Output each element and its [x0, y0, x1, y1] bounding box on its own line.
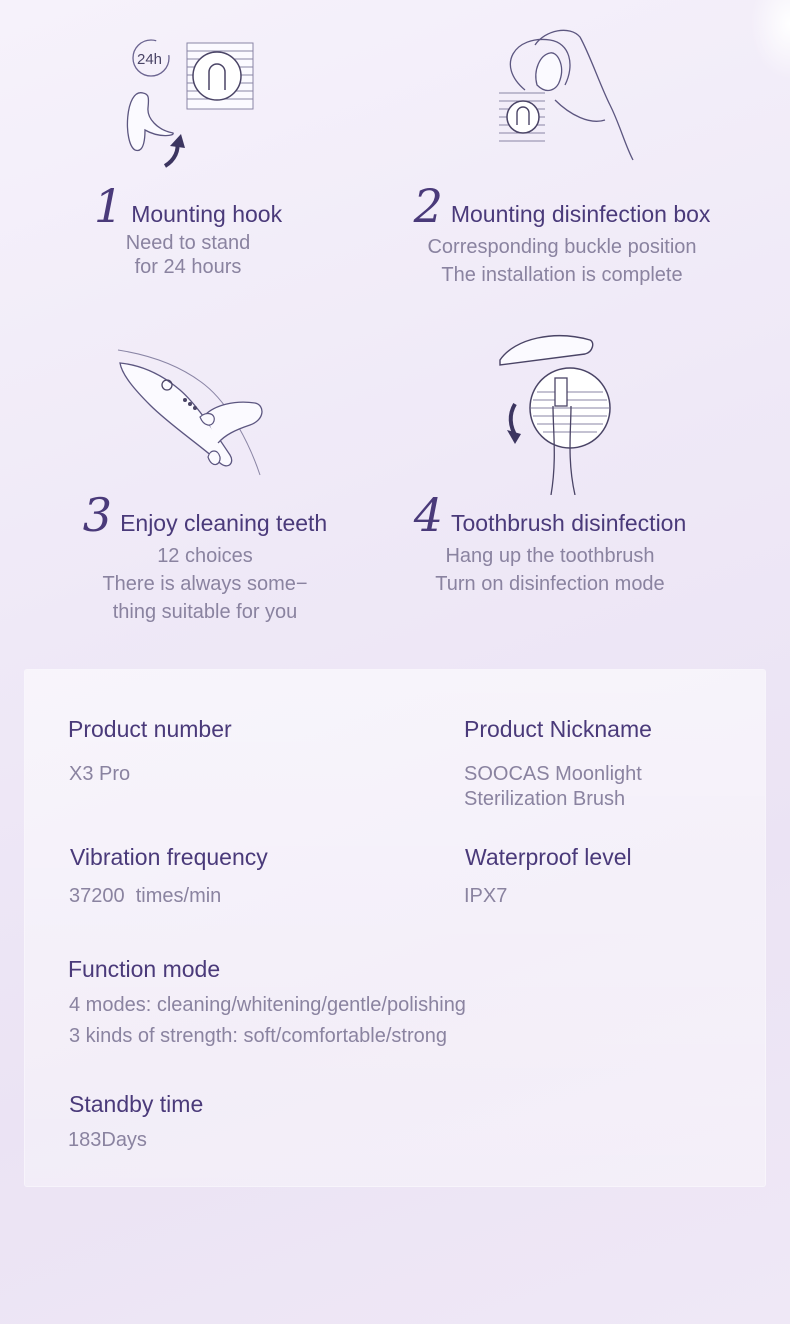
step-number: 1: [93, 179, 124, 233]
step-title: Mounting disinfection box: [450, 201, 711, 227]
step-number: 4: [413, 488, 443, 542]
function-mode-line: 4 modes: cleaning/whitening/gentle/polishing: [69, 994, 466, 1016]
step-3: [25, 488, 385, 626]
step-number: 3: [82, 488, 113, 542]
toothbrush-hand-icon: [110, 345, 270, 480]
product-number-value: X3 Pro: [69, 763, 131, 785]
step-title: Toothbrush disinfection: [451, 510, 687, 536]
step-desc-line: thing suitable for you: [112, 601, 298, 623]
nickname-line: SOOCAS Moonlight: [464, 763, 642, 785]
vibration-value: 37200 times/min: [69, 885, 222, 907]
function-mode-value: [69, 990, 466, 1052]
step-desc-line: Turn on disinfection mode: [435, 573, 665, 595]
nickname-line: Sterilization Brush: [464, 788, 626, 810]
step-desc-line: for 24 hours: [134, 256, 242, 278]
waterproof-value: IPX7: [464, 885, 508, 907]
step-title: Enjoy cleaning teeth: [120, 510, 328, 536]
disinfection-box-icon: [495, 330, 620, 495]
corner-glow: [750, 0, 790, 80]
function-mode-label: Function mode: [68, 956, 221, 982]
step-desc-line: The installation is complete: [441, 264, 683, 286]
step-title: Mounting hook: [131, 201, 283, 227]
function-mode-line: 3 kinds of strength: soft/comfortable/strong: [69, 1025, 447, 1047]
standby-label: Standby time: [69, 1091, 204, 1117]
step-desc-line: Need to stand: [125, 232, 251, 254]
waterproof-label: Waterproof level: [465, 844, 632, 870]
product-nickname-label: Product Nickname: [464, 716, 652, 742]
product-nickname-value: [464, 762, 642, 812]
vibration-label: Vibration frequency: [70, 844, 268, 870]
step-desc-line: 12 choices: [157, 545, 253, 567]
step-2: [382, 179, 742, 289]
product-number-label: Product number: [68, 716, 232, 742]
step-number: 2: [413, 179, 443, 233]
24h-badge: 24h: [137, 51, 163, 68]
step-desc-line: Hang up the toothbrush: [445, 545, 655, 567]
step-desc-line: Corresponding buckle position: [427, 236, 697, 258]
hook-icon: [115, 38, 265, 173]
standby-value: 183Days: [68, 1129, 147, 1151]
hand-mounting-box-icon: [495, 25, 645, 165]
spec-panel: [25, 670, 765, 1186]
step-desc-line: There is always some−: [102, 573, 308, 595]
step-4: [370, 488, 730, 598]
step-1: [8, 179, 368, 279]
